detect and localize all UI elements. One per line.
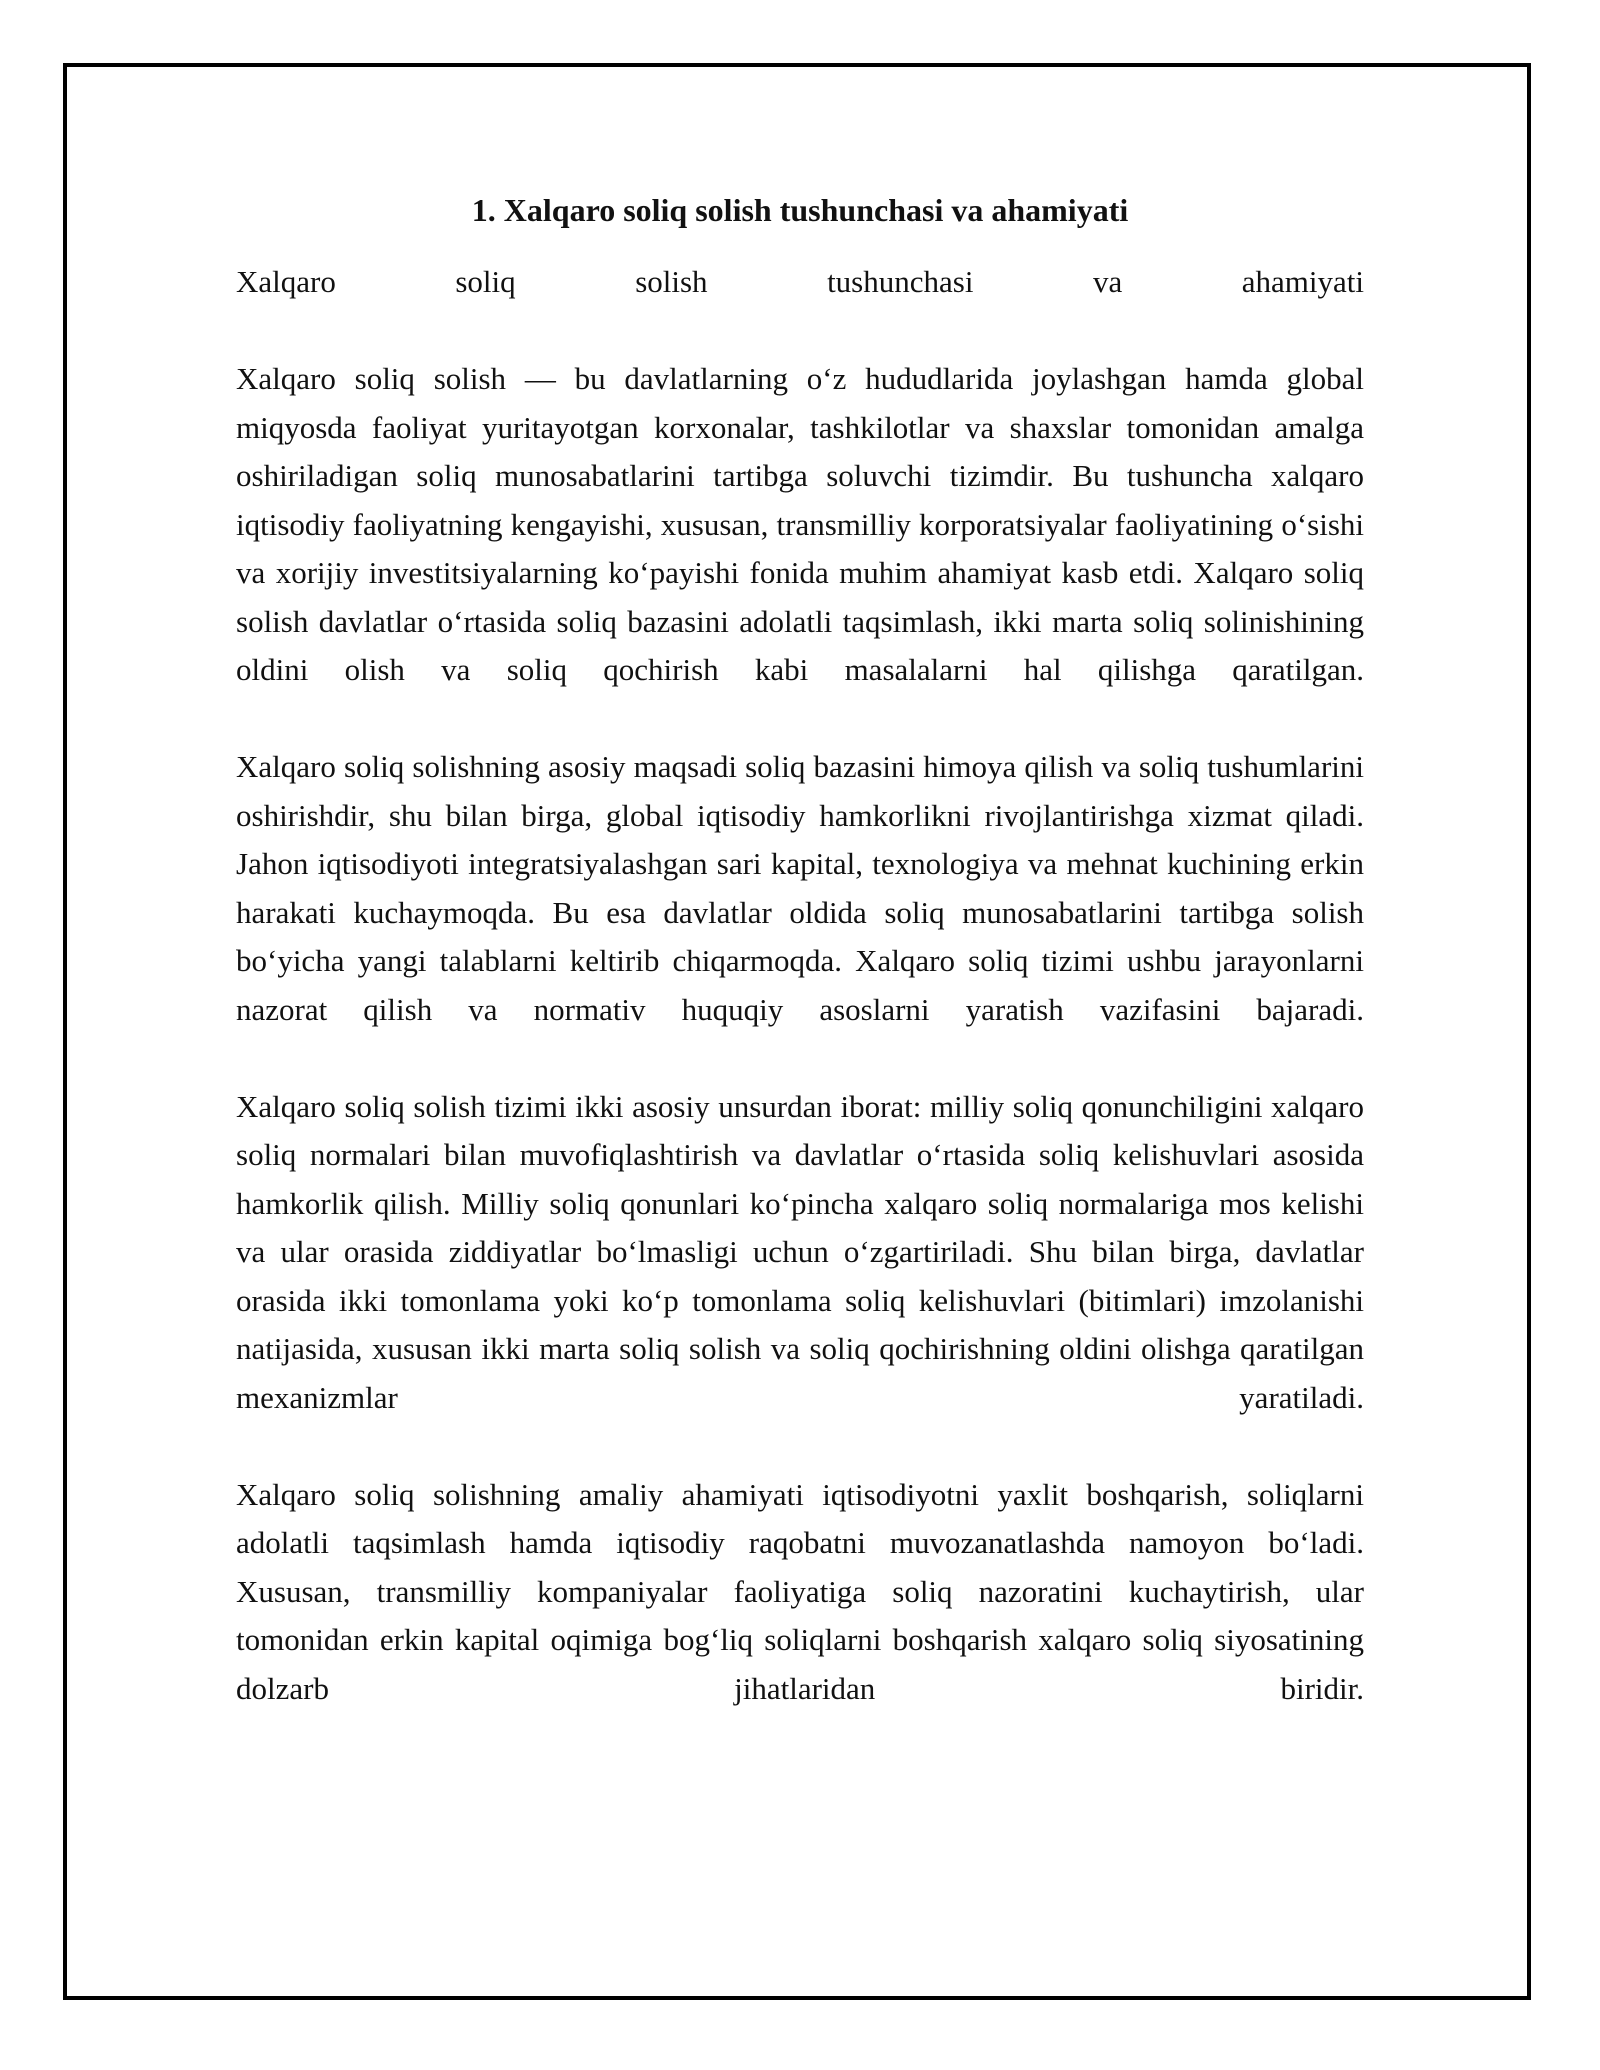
paragraph-4: Xalqaro soliq solishning amaliy ahamiyati iqtisodiyotni yaxlit boshqarish, soliqlarni adolatli taqsimlash hamda iqtisodiy raqobatni muvozanatlashda namoyon bo‘ladi. Xususan, transmilliy kompaniyalar faoliyatiga soliq nazoratini kuchaytirish, ular tomonidan erkin kapital oqimiga bog‘liq soliqlarni boshqarish xalqaro soliq siyosatining dolzarb jihatlaridan biridir.: [236, 1476, 1364, 1706]
paragraph-2: Xalqaro soliq solishning asosiy maqsadi soliq bazasini himoya qilish va soliq tushumlarini oshirishdir, shu bilan birga, global iqtisodiy hamkorlikni rivojlantirishga xizmat qiladi. Jahon iqtisodiyoti integratsiyalashgan sari kapital, texnologiya va mehnat kuchining erkin harakati kuchaymoqda. Bu esa davlatlar oldida soliq munosabatlarini tartibga solish bo‘yicha yangi talablarni keltirib chiqarmoqda. Xalqaro soliq tizimi ushbu jarayonlarni nazorat qilish va normativ huquqiy asoslarni yaratish vazifasini bajaradi.: [236, 749, 1364, 1027]
document-body: [236, 186, 1364, 1762]
paragraph-1: Xalqaro soliq solish — bu davlatlarning o‘z hududlarida joylashgan hamda global miqyosda faoliyat yuritayotgan korxonalar, tashkilotlar va shaxslar tomonidan amalga oshiriladigan soliq munosabatlarini tartibga soluvchi tizimdir. Bu tushuncha xalqaro iqtisodiy faoliyatning kengayishi, xususan, transmilliy korporatsiyalar faoliyatining o‘sishi va xorijiy investitsiyalarning ko‘payishi fonida muhim ahamiyat kasb etdi. Xalqaro soliq solish davlatlar o‘rtasida soliq bazasini adolatli taqsimlash, ikki marta soliq solinishining oldini olish va soliq qochirish kabi masalalarni hal qilishga qaratilgan.: [236, 361, 1364, 687]
document-title: 1. Xalqaro soliq solish tushunchasi va ahamiyati: [471, 192, 1129, 228]
document-subtitle: Xalqaro soliq solish tushunchasi va ahamiyati: [236, 264, 1364, 299]
paragraph-3: Xalqaro soliq solish tizimi ikki asosiy unsurdan iborat: milliy soliq qonunchiligini xalqaro soliq normalari bilan muvofiqlashtirish va davlatlar o‘rtasida soliq kelishuvlari asosida hamkorlik qilish. Milliy soliq qonunlari ko‘pincha xalqaro soliq normalariga mos kelishi va ular orasida ziddiyatlar bo‘lmasligi uchun o‘zgartiriladi. Shu bilan birga, davlatlar orasida ikki tomonlama yoki ko‘p tomonlama soliq kelishuvlari (bitimlari) imzolanishi natijasida, xususan ikki marta soliq solish va soliq qochirishning oldini olishga qaratilgan mexanizmlar yaratiladi.: [236, 1088, 1364, 1415]
